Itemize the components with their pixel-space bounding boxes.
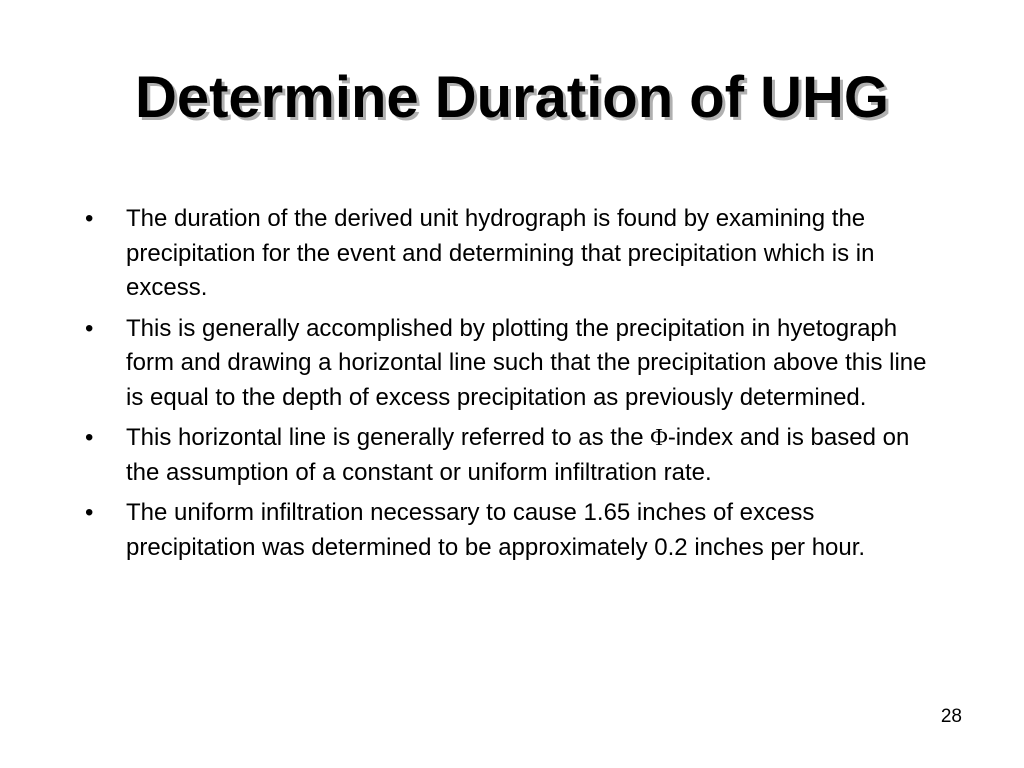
bullet-text-before: This horizontal line is generally referred to as the — [126, 424, 651, 451]
page-number: 28 — [940, 706, 962, 727]
bullet-item — [85, 421, 945, 490]
bullet-item — [85, 312, 945, 416]
bullet-marker: • — [85, 205, 94, 232]
bullet-text — [126, 424, 909, 486]
bullet-marker: • — [85, 424, 94, 451]
phi-symbol: Φ — [650, 425, 668, 451]
bullet-list — [85, 202, 945, 571]
bullet-text: The uniform infiltration necessary to cause 1.65 inches of excess precipitation was determined to be approximately 0.2 inches per hour. — [126, 499, 866, 561]
bullet-marker: • — [85, 499, 94, 526]
bullet-text: The duration of the derived unit hydrograph is found by examining the precipitation for the event and determining that precipitation which is in excess. — [126, 205, 875, 301]
bullet-item — [85, 496, 945, 565]
bullet-marker: • — [85, 314, 94, 342]
bullet-text: This is generally accomplished by plotting the precipitation in hyetograph form and drawing a horizontal line such that the precipitation above this line is equal to the depth of excess precipitation as previously determined. — [126, 314, 927, 411]
slide-title: Determine Duration of UHG — [134, 65, 890, 130]
bullet-item — [85, 202, 945, 306]
bullet-text-after: -index and is based on the assumption of a constant or uniform infiltration rate. — [126, 424, 910, 486]
